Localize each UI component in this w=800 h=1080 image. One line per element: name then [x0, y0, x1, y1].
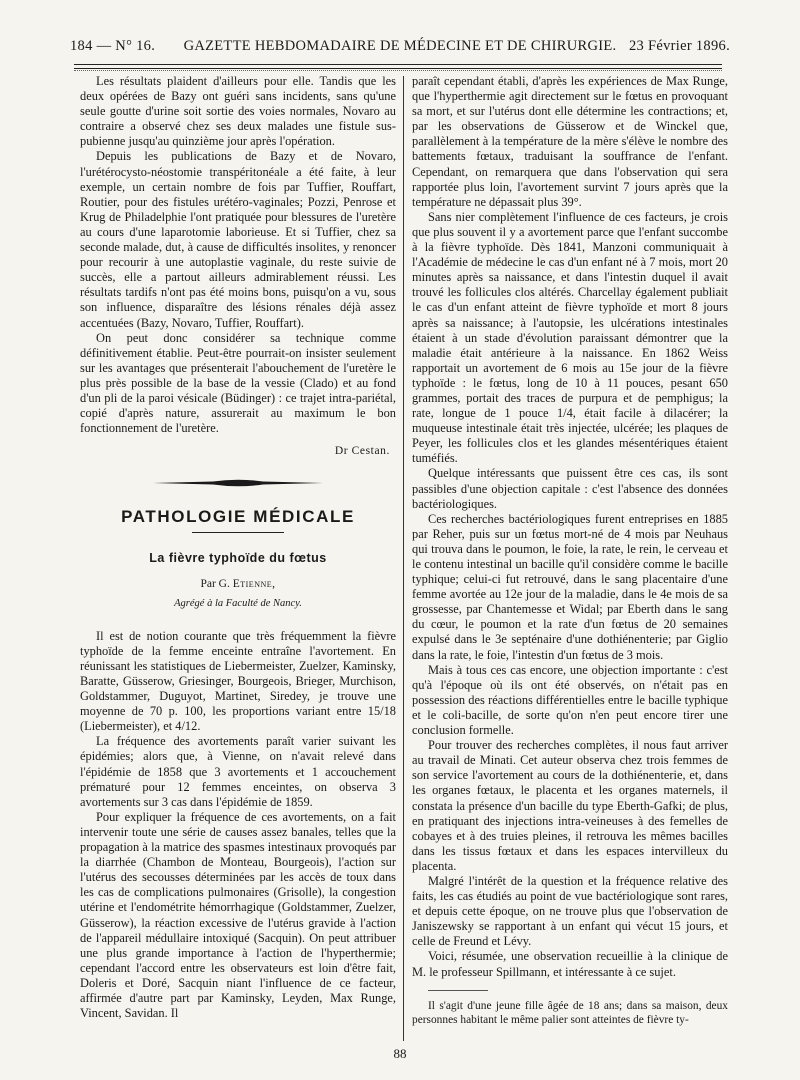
paragraph: Malgré l'intérêt de la question et la fréquence relative des faits, les cas étudiés au point de vue bactériologique sont rares, et depuis cette époque, on ne trouve plus que l'observation de Janiszewsky se rapportant à un enfant qui vécut 15 jours, et celle de Freund et Lévy.	[412, 873, 728, 949]
byline	[80, 577, 396, 592]
paragraph: Quelque intéressants que puissent être ces cas, ils sont passibles d'une objection capitale : c'est l'absence des données bactériologiques.	[412, 466, 728, 511]
header-issue: 184 — N° 16.	[70, 38, 156, 54]
section-title: PATHOLOGIE MÉDICALE	[121, 507, 355, 527]
paragraph: La fréquence des avortements paraît varier suivant les épidémies; alors que, à Vienne, on n'avait relevé dans l'épidémie de 1858 que 3 avortements et 1 accouchement prématuré pour 12 femmes enceintes, on observa 3 avortements sur 3 cas dans l'épidémie de 1859.	[80, 734, 396, 809]
paragraph: Pour expliquer la fréquence de ces avortements, on a fait intervenir toute une série de causes assez banales, telles que la propagation à la matrice des spasmes intestinaux provoqués par la diarrhée (Chambon de Monteau, Bourgeois), l'action sur l'utérus des secousses déterminées par les accès de toux dans les cas de complications pulmonaires (Grisolle), la congestion utérine et l'endométrite hémorrhagique (Goldstammer, Zuelzer, Güsserow), la réaction excessive de l'utérus gravide à l'action de l'appareil médullaire intoxiqué (Sacquin). On peut attribuer une plus grande importance à l'action de l'hyperthermie; cependant l'accord entre les observateurs est loin d'être fait, Doleris et Doré, Sacquin niant l'influence de ce facteur, affirmée d'autre part par Kaminsky, Leyden, Max Runge, Vincent, Savidan. Il	[80, 809, 396, 1021]
running-header	[70, 38, 730, 62]
paragraph: paraît cependant établi, d'après les expériences de Max Runge, que l'hyperthermie agit directement sur le fœtus en provoquant sa mort, et sur l'utérus dont elle détermine les contractions; et, par les observations de Güsserow et de Winckel que, parallèlement à la température de la mère s'élève le nombre des battements fœtaux, traduisant la souffrance de l'enfant. Cependant, on remarquera que dans l'observation qui sera rapportée plus loin, l'avortement survint 7 jours après que la température ne dépassait plus 39°.	[412, 74, 728, 209]
observation-rule	[428, 990, 488, 991]
header-dotted-rule	[74, 70, 722, 71]
column-divider	[403, 76, 404, 1041]
paragraph: Les résultats plaident d'ailleurs pour elle. Tandis que les deux opérées de Bazy ont guéri sans incidents, sans qu'une seule goutte d'urine soit sortie des voies normales, Novaro au contraire a observé chez ses deux malades une fistule sus-pubienne jusqu'au quinzième jour après l'opération.	[80, 74, 396, 149]
paragraph: Sans nier complètement l'influence de ces facteurs, je crois que plus souvent il y a avortement parce que l'enfant succombe à la fièvre typhoïde. Dès 1841, Manzoni communiquait à l'Académie de médecine le cas d'un enfant né à 7 mois, mort 20 minutes après sa naissance, et dans l'intestin duquel il avait trouvé les follicules clos altérés. Charcellay également publiait le cas d'un enfant atteint de fièvre typhoïde et mort 8 jours après sa naissance; à l'autopsie, les ulcérations intestinales étaient à un stade d'évolution paraissant démontrer que la maladie était antérieure à la naissance. En 1862 Weiss rapportait un avortement de 6 mois au 15e jour de la fièvre typhoïde : le fœtus, long de 10 à 11 pouces, pesant 650 grammes, portait des traces de purpura et de pemphigus; la rate, longue de 1 pouce 1/4, était facile à dilacérer; la muqueuse intestinale était très injectée, ulcérée; les plaques de Peyer, les follicules clos et les glandes mésentériques étaient tuméfiés.	[412, 209, 728, 466]
section-rule	[192, 532, 284, 533]
section-ornament-icon	[153, 475, 323, 491]
paragraph: Mais à tous ces cas encore, une objection importante : c'est qu'à l'époque où ils ont été observés, on n'était pas en possession des réactions différentielles entre le bacille typhique et le coli-bacille, de sorte qu'on n'en peut encore tirer une conclusion formelle.	[412, 662, 728, 738]
byline-prefix: Par G.	[200, 577, 233, 590]
left-column	[80, 74, 396, 1021]
right-column	[412, 74, 728, 1028]
paragraph: Voici, résumée, une observation recueillie à la clinique de M. le professeur Spillmann, et intéressante à ce sujet.	[412, 949, 728, 979]
paragraph: Il est de notion courante que très fréquemment la fièvre typhoïde de la femme enceinte entraîne l'avortement. En réunissant les statistiques de Liebermeister, Zuelzer, Kaminsky, Baratte, Güsserow, Griesinger, Bourgeois, Brieger, Murchison, Goldstammer, Duguyot, Martinet, Siredey, je trouve une moyenne de 70 p. 100, les proportions variant entre 15/18 (Liebermeister), et 4/12.	[80, 628, 396, 734]
header-journal-title: GAZETTE HEBDOMADAIRE DE MÉDECINE ET DE CHIRURGIE.	[183, 38, 617, 54]
observation-paragraph: Il s'agit d'une jeune fille âgée de 18 ans; dans sa maison, deux personnes habitant le même palier sont atteintes de fièvre ty-	[412, 999, 728, 1027]
paragraph: Ces recherches bactériologiques furent entreprises en 1885 par Reher, puis sur un fœtus mort-né de 4 mois par Neuhaus qui trouva dans le poumon, le foie, la rate, le rein, le cerveau et le contenu intestinal un bacille qu'il considère comme le bacille typhique; celui-ci fut retrouvé, dans le sang placentaire d'une femme avortée au 12e jour de la maladie, dans le 4e mois de sa grossesse, par Chantemesse et Widal; par Eberth dans le sang du cœur, le poumon et la rate d'un fœtus de 20 semaines expulsé dans le 3e septénaire d'une dothiénenterie; par Giglio dans la rate, le foie, l'intestin d'un fœtus de 3 mois.	[412, 511, 728, 662]
author-affiliation: Agrégé à la Faculté de Nancy.	[174, 597, 302, 609]
page-number: 88	[393, 1046, 407, 1061]
header-double-rule	[74, 64, 722, 69]
paragraph: Depuis les publications de Bazy et de Novaro, l'urétérocysto-néostomie transpéritonéale a été faite, à leur exemple, un certain nombre de fois par Tuffier, Rouffart, Routier, pour des fistules urétéro-vaginales; Pozzi, Penrose et Krug de Philadelphie l'ont pratiquée pour blessures de l'uretère au cours d'une laparotomie laborieuse. Et si Tuffier, chez sa seconde malade, dut, à cause de difficultés insolites, y renoncer pour recourir à une autoplastie vaginale, du reste suivie de succès, elle a partout ailleurs admirablement réussi. Les résultats tardifs n'ont pas été moins bons, puisqu'on a vu, sous son influence, disparaître des lésions rénales déjà assez accentuées (Bazy, Novaro, Tuffier, Rouffart).	[80, 149, 396, 330]
author-name: Etienne,	[232, 577, 276, 590]
paragraph: On peut donc considérer sa technique comme définitivement établie. Peut-être pourrait-on insister seulement sur les avantages que présenterait l'abouchement de l'uretère le plus près possible de la base de la vessie (Clado) et au fond d'un pli de la paroi vésicale (Büdinger) : ce trajet intra-pariétal, copié d'après nature, assurerait au maximum le bon fonctionnement de l'uretère.	[80, 330, 396, 436]
article-title: La fièvre typhoïde du fœtus	[149, 551, 327, 566]
paragraph: Pour trouver des recherches complètes, il nous faut arriver au travail de Minati. Cet auteur observa chez trois femmes de son service l'avortement au cours de la dothiénenterie, et, dans les organes fœtaux, le placenta et les organes maternels, il constata la présence d'un bacille du type Eberth-Gafki; de plus, en pratiquant des injections intra-veineuses à des femelles de cobayes et à des truies pleines, il retrouva les mêmes bacilles dans les tissus fœtaux et dans les espaces intervilleux du placenta.	[412, 738, 728, 873]
header-date: 23 Février 1896.	[628, 38, 730, 54]
author-signature: Dr Cestan.	[334, 445, 390, 458]
